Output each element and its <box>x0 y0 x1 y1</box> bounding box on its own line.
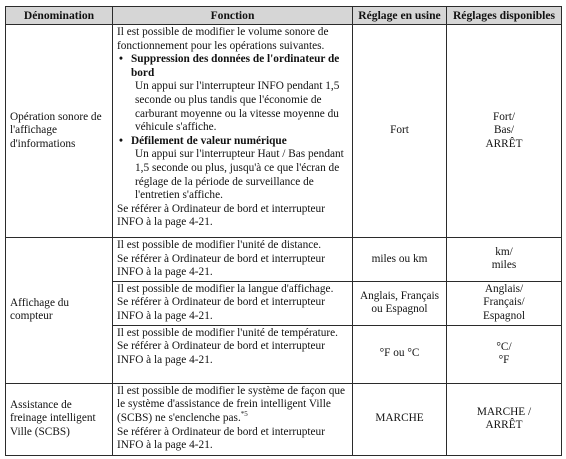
table-row <box>6 383 562 455</box>
available-settings <box>447 281 562 325</box>
factory-setting: Fort <box>353 25 447 238</box>
factory-setting: °F ou °C <box>353 325 447 383</box>
option-value: Bas/ <box>493 124 515 137</box>
option-value: °C/ <box>496 340 512 353</box>
row-name: Affichage du compteur <box>6 238 113 384</box>
available-settings <box>447 25 562 238</box>
option-value: km/ <box>495 245 513 258</box>
function-text-body: Il est possible de modifier le système de façon que le système d'assistance de frein intelligent Ville (SCBS) ne s'enclenche pas. <box>117 384 346 424</box>
option-value: Français/ <box>483 296 525 309</box>
table-header-row <box>6 7 562 25</box>
row-function <box>113 383 353 455</box>
page-reference: Se référer à Ordinateur de bord et interrupteur INFO à la page 4-21. <box>117 340 325 366</box>
available-settings <box>447 238 562 282</box>
header-name: Dénomination <box>6 7 113 25</box>
function-text: Il est possible de modifier l'unité de distance. <box>117 239 322 251</box>
factory-setting: MARCHE <box>353 383 447 455</box>
option-value: ARRÊT <box>485 419 523 432</box>
row-function <box>113 325 353 383</box>
table-row <box>6 25 562 238</box>
function-intro: Il est possible de modifier le volume sonore de fonctionnement pour les opérations suivantes. <box>117 26 329 52</box>
option-value: Anglais/ <box>484 282 524 295</box>
bullet-title: Suppression des données de l'ordinateur de bord <box>131 53 340 79</box>
bullet-dot-icon: • <box>119 134 123 147</box>
factory-setting <box>353 281 447 325</box>
row-function <box>113 25 353 238</box>
available-settings <box>447 325 562 383</box>
page-reference: Se référer à Ordinateur de bord et interrupteur INFO à la page 4-21. <box>117 202 325 229</box>
page-reference: Se référer à Ordinateur de bord et interrupteur INFO à la page 4-21. <box>117 425 325 452</box>
factory-setting: miles ou km <box>353 238 447 282</box>
factory-value: ou Espagnol <box>371 303 428 316</box>
header-factory-setting: Réglage en usine <box>353 7 447 25</box>
page-reference: Se référer à Ordinateur de bord et interrupteur INFO à la page 4-21. <box>117 296 325 322</box>
row-name: Opération sonore de l'affichage d'informations <box>6 25 113 238</box>
page-reference: Se référer à Ordinateur de bord et interrupteur INFO à la page 4-21. <box>117 252 325 279</box>
function-text: Il est possible de modifier la langue d'affichage. <box>117 282 334 295</box>
header-function: Fonction <box>113 7 353 25</box>
row-function <box>113 281 353 325</box>
function-text: Il est possible de modifier l'unité de température. <box>117 326 339 339</box>
function-text <box>117 385 348 426</box>
available-settings <box>447 383 562 455</box>
bullet-item <box>117 53 348 80</box>
table-row <box>6 238 562 282</box>
bullet-text: Un appui sur l'interrupteur INFO pendant 1,5 seconde ou plus tandis que l'économie de carburant moyenne ou la vitesse moyenne du véhicule s'affiche. <box>135 80 340 134</box>
factory-value: Anglais, Français <box>359 289 440 302</box>
option-value: MARCHE / <box>476 405 532 418</box>
option-value: Espagnol <box>482 310 526 323</box>
row-function <box>113 238 353 282</box>
option-value: miles <box>491 259 517 272</box>
settings-table <box>5 6 562 456</box>
option-value: Fort/ <box>493 110 515 123</box>
bullet-title: Défilement de valeur numérique <box>131 134 287 147</box>
bullet-dot-icon: • <box>119 53 123 66</box>
header-available-settings: Réglages disponibles <box>447 7 562 25</box>
settings-table-page <box>5 6 561 452</box>
footnote-marker: *5 <box>240 410 248 419</box>
bullet-item <box>117 135 348 149</box>
option-value: ARRÊT <box>485 137 523 150</box>
bullet-text: Un appui sur l'interrupteur Haut / Bas pendant 1,5 seconde ou plus, jusqu'à ce que l'écran de réglage de la période de surveillance de l'entretien s'affiche. <box>135 148 344 202</box>
row-name: Assistance de freinage intelligent Ville (SCBS) <box>6 383 113 455</box>
option-value: °F <box>498 354 510 367</box>
